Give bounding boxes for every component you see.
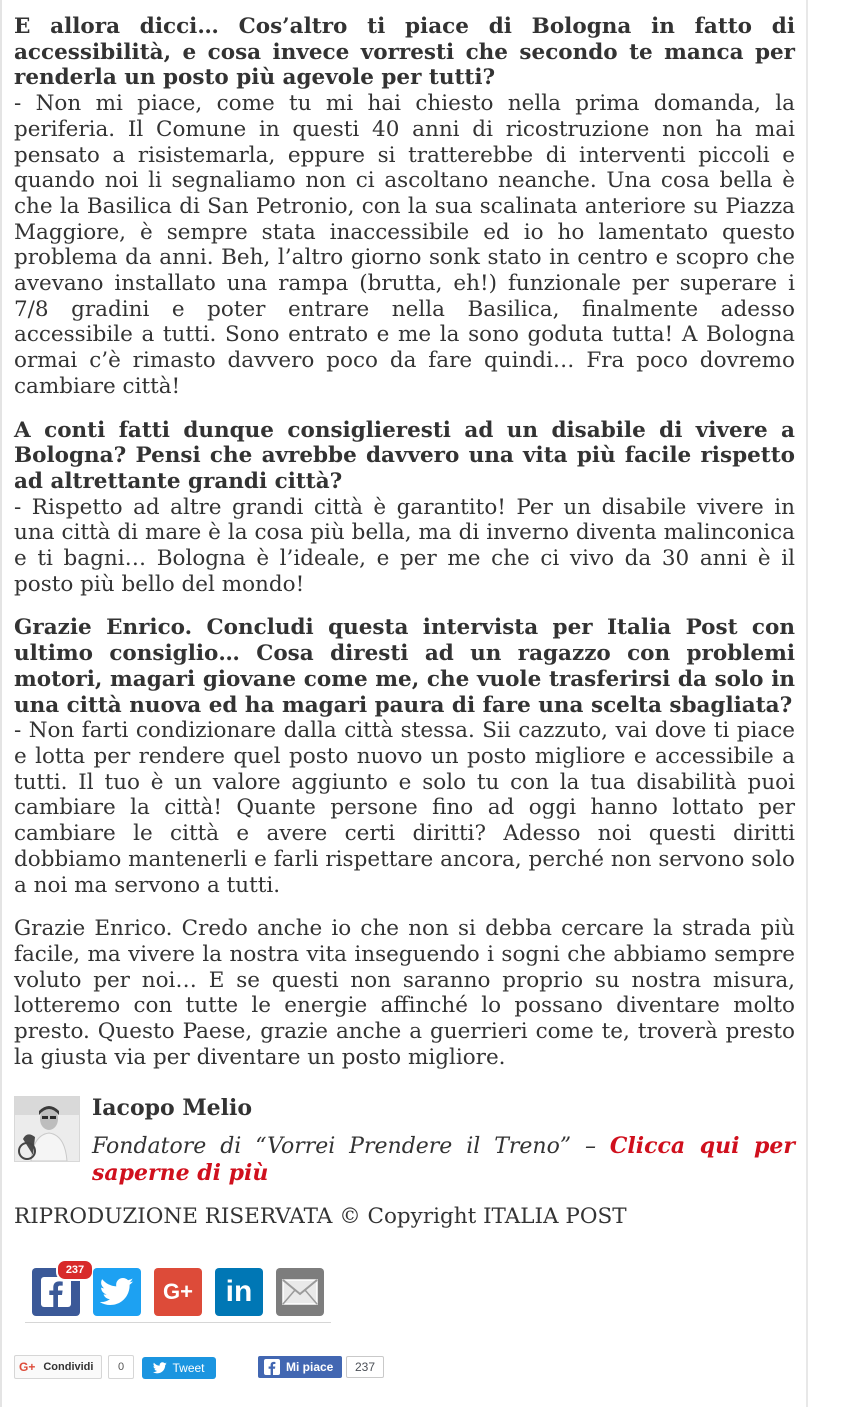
copyright-notice: RIPRODUZIONE RISERVATA © Copyright ITALIA POST xyxy=(14,1204,627,1229)
facebook-small-icon xyxy=(264,1359,280,1375)
closing-paragraph: Grazie Enrico. Credo anche io che non si debba cercare la strada più facile, ma vivere la nostra vita inseguendo i sogni che abbiamo sempre voluto per noi… E se questi non saranno proprio su nostra misura, lotteremo con tutte le energie affinché lo possano diventare molto presto. Questo Paese, grazie anche a guerrieri come te, troverà presto la giusta via per diventare un posto migliore. xyxy=(14,916,795,1070)
answer-2: - Rispetto ad altre grandi città è garantito! Per un disabile vivere in una città di mare è la cosa più bella, ma di inverno diventa malinconica e ti bagni… Bologna è l’ideale, e per me che ci vivo da 30 anni è il posto più bello del mondo! xyxy=(14,494,795,597)
answer-1: - Non mi piace, come tu mi hai chiesto nella prima domanda, la periferia. Il Comune in questi 40 anni di ricostruzione non ha mai pensato a risistemarla, eppure si tratterebbe di interventi piccoli e quando noi li segnaliamo non ci ascoltano neanche. Una cosa bella è che la Basilica di San Petronio, con la sua scalinata anteriore su Piazza Maggiore, è sempre stata inaccessibile ed io ho lamentato questo problema da anni. Beh, l’altro giorno sonk stato in centro e scopro che avevano installato una rampa (brutta, eh!) funzionale per superare i 7/8 gradini e poter entrare nella Basilica, finalmente adesso accessibile a tutti. Sono entrato e me la sono goduta tutta! A Bologna ormai c’è rimasto davvero poco da fare quindi… Fra poco dovremo cambiare città! xyxy=(14,91,795,399)
email-share-button[interactable] xyxy=(276,1268,324,1316)
facebook-like-button[interactable] xyxy=(258,1356,342,1378)
qa-block-3 xyxy=(14,615,795,898)
google-plus-share-button[interactable] xyxy=(154,1268,202,1316)
twitter-share-button[interactable] xyxy=(93,1268,141,1316)
google-plus-icon: G+ xyxy=(163,1279,193,1304)
qa-block-1 xyxy=(14,14,795,400)
twitter-bird-icon xyxy=(153,1362,167,1374)
twitter-icon xyxy=(100,1277,134,1307)
facebook-share-count: 237 xyxy=(56,1259,94,1281)
author-more-link[interactable]: Clicca qui per saperne di più xyxy=(92,1133,796,1186)
tweet-label: Tweet xyxy=(172,1361,205,1375)
email-icon xyxy=(282,1279,318,1305)
author-bio-text: Fondatore di “Vorrei Prendere il Treno” – xyxy=(92,1134,610,1159)
tweet-button[interactable] xyxy=(142,1357,216,1379)
question-2: A conti fatti dunque consiglieresti ad un disabile di vivere a Bologna? Pensi che avrebbe davvero una vita più facile rispetto ad altrettante grandi città? xyxy=(14,417,795,494)
share-divider xyxy=(25,1322,331,1323)
gplus-share-button[interactable] xyxy=(14,1355,102,1379)
question-1: E allora dicci… Cos’altro ti piace di Bologna in fatto di accessibilità, e cosa invece vorresti che secondo te manca per renderla un posto più agevole per tutti? xyxy=(14,14,795,91)
page-border-left xyxy=(0,0,2,1407)
facebook-like-count: 237 xyxy=(346,1356,384,1378)
author-avatar[interactable] xyxy=(14,1096,80,1162)
author-box xyxy=(14,1095,795,1195)
facebook-like-label: Mi piace xyxy=(286,1360,334,1374)
facebook-share-button[interactable] xyxy=(32,1264,85,1316)
page-border-right xyxy=(806,0,808,1407)
gplus-share-label: Condividi xyxy=(43,1361,94,1373)
article-body xyxy=(14,14,795,1070)
google-plus-small-icon: G+ xyxy=(19,1360,36,1374)
question-3: Grazie Enrico. Concludi questa intervista per Italia Post con ultimo consiglio… Cosa diresti ad un ragazzo con problemi motori, magari giovane come me, che vuole trasferirsi da solo in una città nuova ed ha magari paura di fare una scelta sbagliata? xyxy=(14,615,795,718)
linkedin-icon: in xyxy=(225,1275,253,1308)
answer-3: - Non farti condizionare dalla città stessa. Sii cazzuto, vai dove ti piace e lotta per rendere quel posto nuovo un posto migliore e accessibile a tutti. Il tuo è un valore aggiunto e solo tu con la tua disabilità puoi cambiare la città! Quante persone fino ad oggi hanno lottato per cambiare le città e avere certi diritti? Adesso noi questi diritti dobbiamo mantenerli e farli rispettare ancora, perché non servono solo a noi ma servono a tutti. xyxy=(14,718,795,898)
qa-block-2 xyxy=(14,418,795,598)
author-photo-icon xyxy=(15,1097,79,1161)
gplus-share-count: 0 xyxy=(108,1355,134,1379)
author-name[interactable]: Iacopo Melio xyxy=(92,1095,253,1121)
author-bio xyxy=(92,1133,795,1187)
linkedin-share-button[interactable] xyxy=(215,1268,263,1316)
